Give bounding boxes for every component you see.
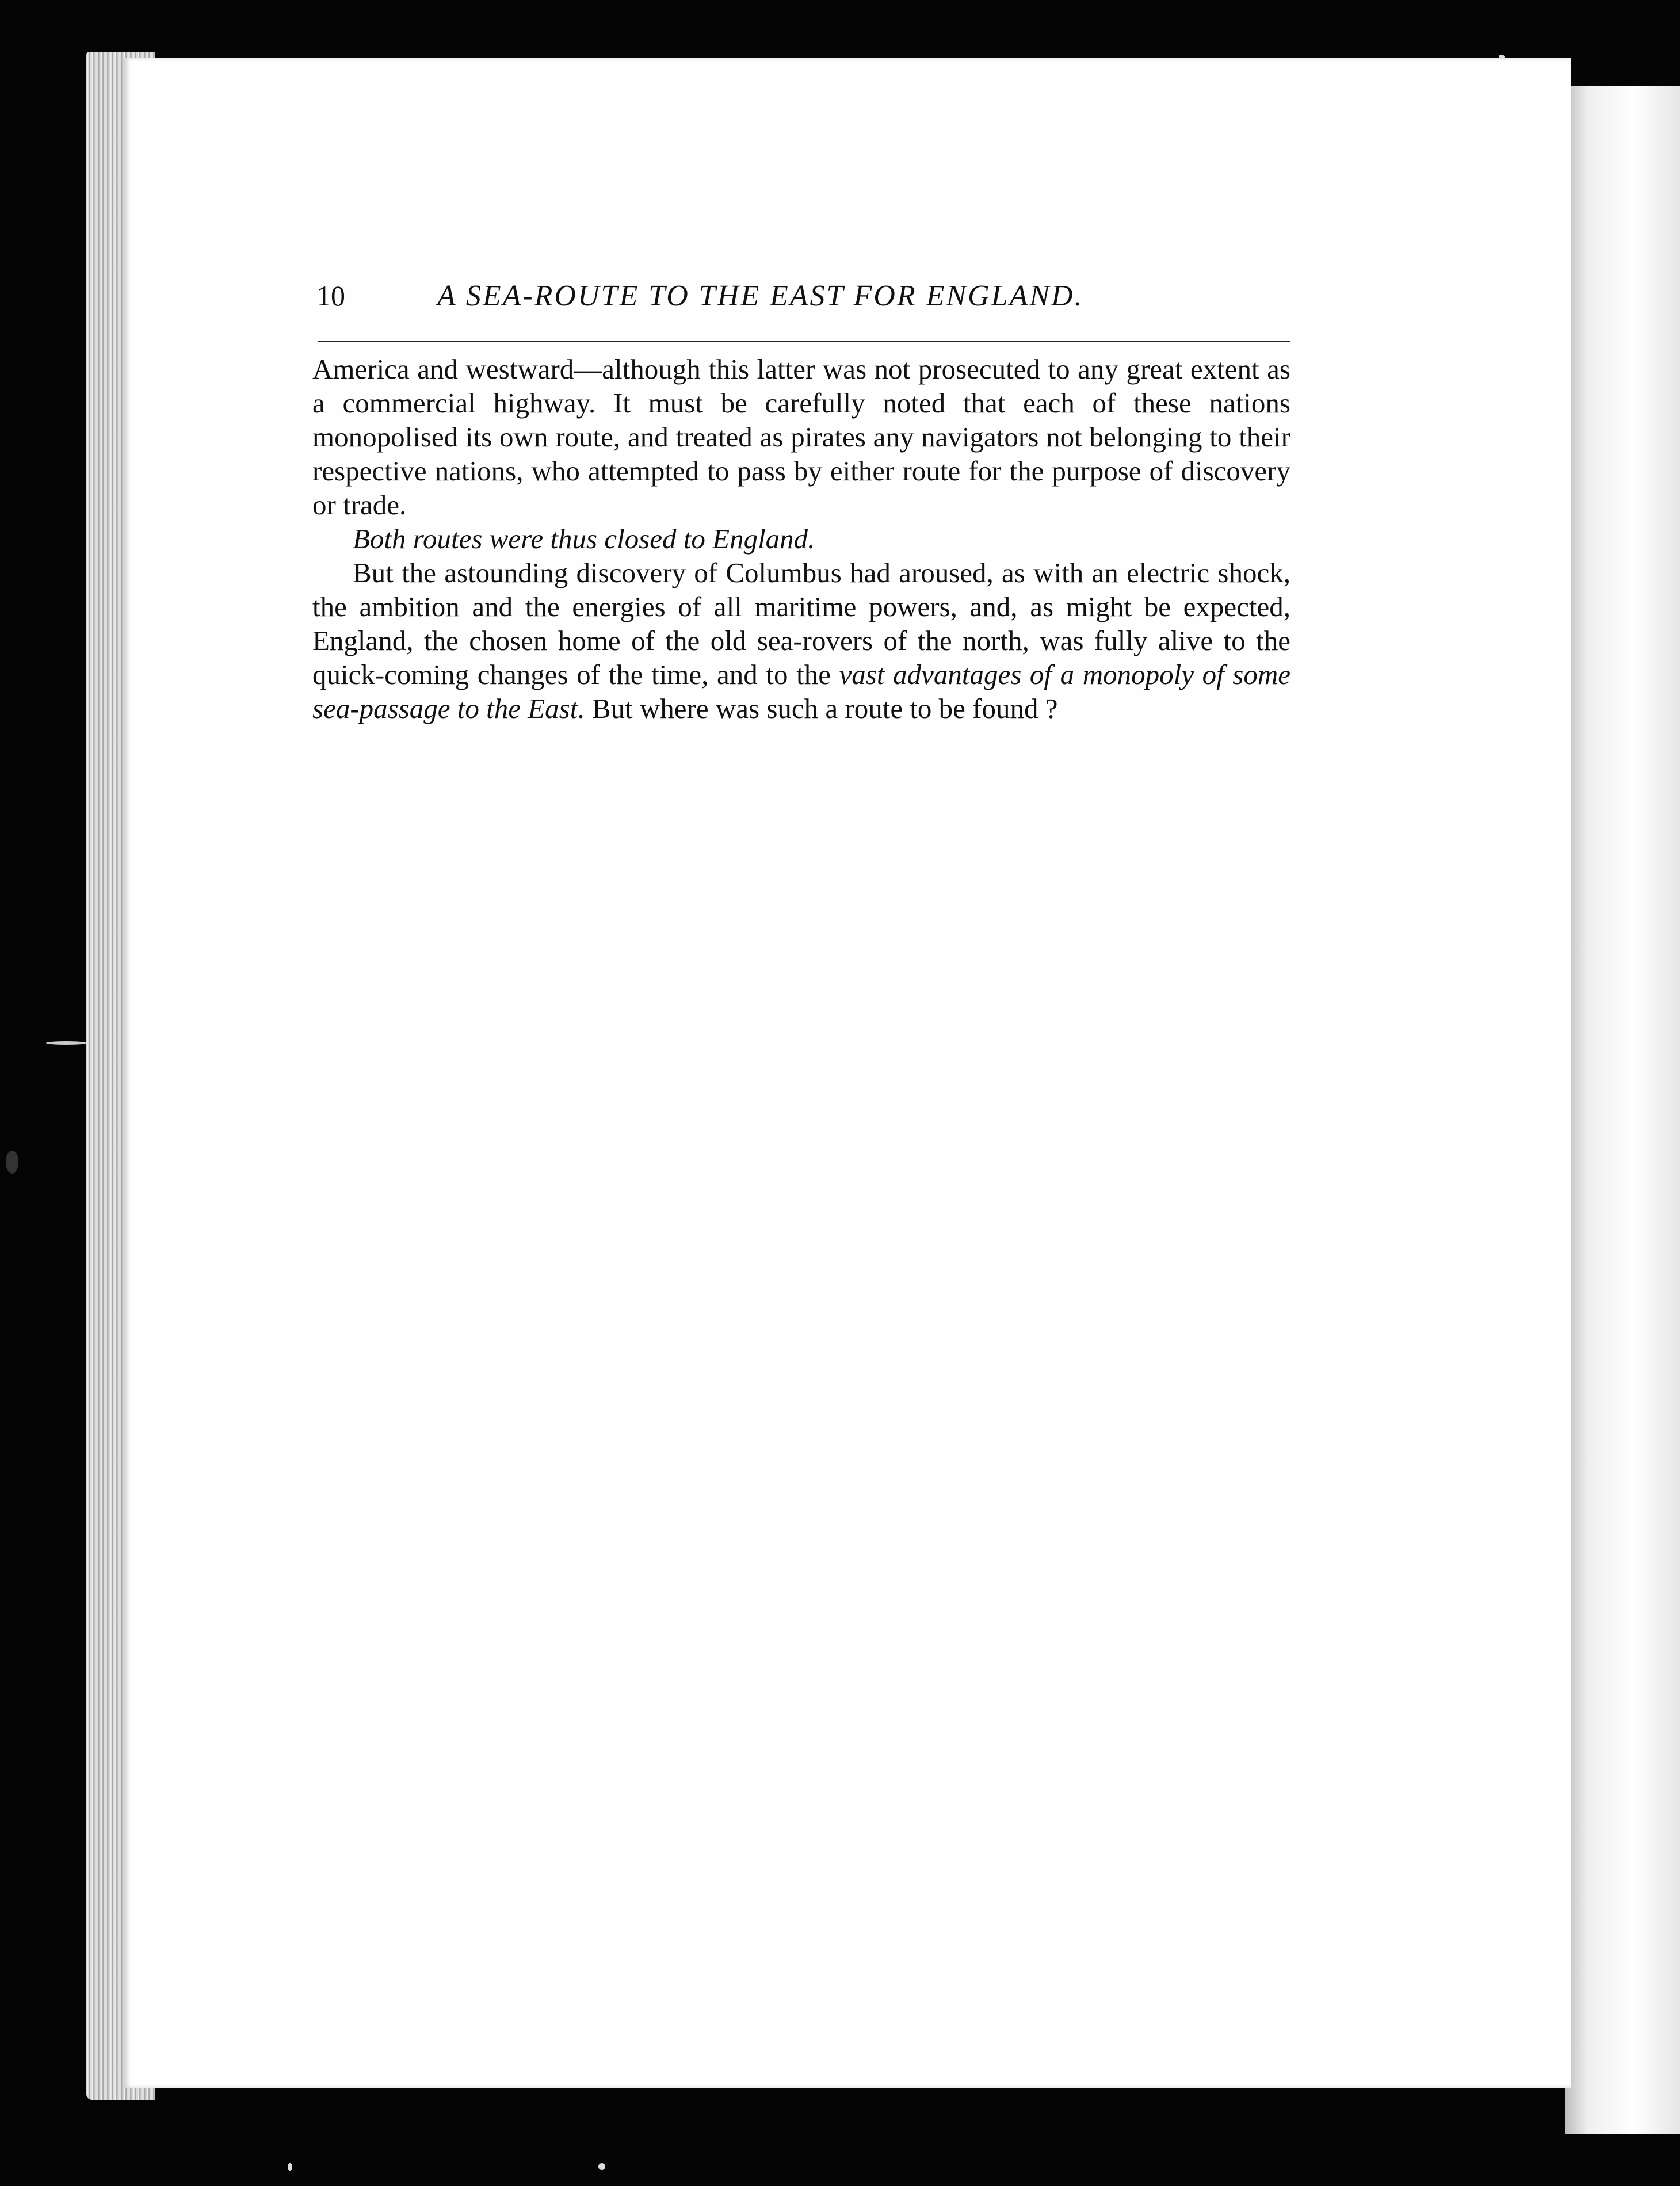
body-text bbox=[312, 352, 1290, 725]
running-title: A SEA-ROUTE TO THE EAST FOR ENGLAND. bbox=[437, 280, 1084, 312]
speck bbox=[288, 2163, 292, 2171]
adjacent-page-edge bbox=[1565, 86, 1680, 2134]
paragraph-1: America and westward—although this latter was not prosecuted to any great extent as a commercial highway. It must be carefully noted that each of these nations monopolised its own route, and treated as pirates any navigators not belonging to their respective nations, who attempted to pass by either route for the purpose of discovery or trade. bbox=[312, 353, 1290, 521]
paragraph-3-end: But where was such a route to be found ? bbox=[585, 693, 1058, 724]
header-rule bbox=[318, 341, 1290, 342]
paragraph-3-emphasis: vast advantages of a monopoly of some sea-passage to the East. bbox=[312, 659, 1290, 724]
speck bbox=[598, 2163, 605, 2170]
paragraph-2: Both routes were thus closed to England. bbox=[353, 523, 815, 555]
speck bbox=[6, 1151, 18, 1174]
paragraph-3-start: But the astounding discovery of Columbus had aroused, as with an electric shock, the ambition and the energies of all maritime powers, and, as might be expected, England, the chosen home of the old sea-rovers of the north, was fully alive to the quick-coming changes of the time, and to the bbox=[312, 557, 1290, 690]
speck bbox=[46, 1041, 86, 1045]
paragraph-3 bbox=[312, 556, 1290, 725]
running-head bbox=[316, 279, 1295, 325]
page-number: 10 bbox=[316, 280, 345, 312]
speck bbox=[1499, 55, 1505, 59]
